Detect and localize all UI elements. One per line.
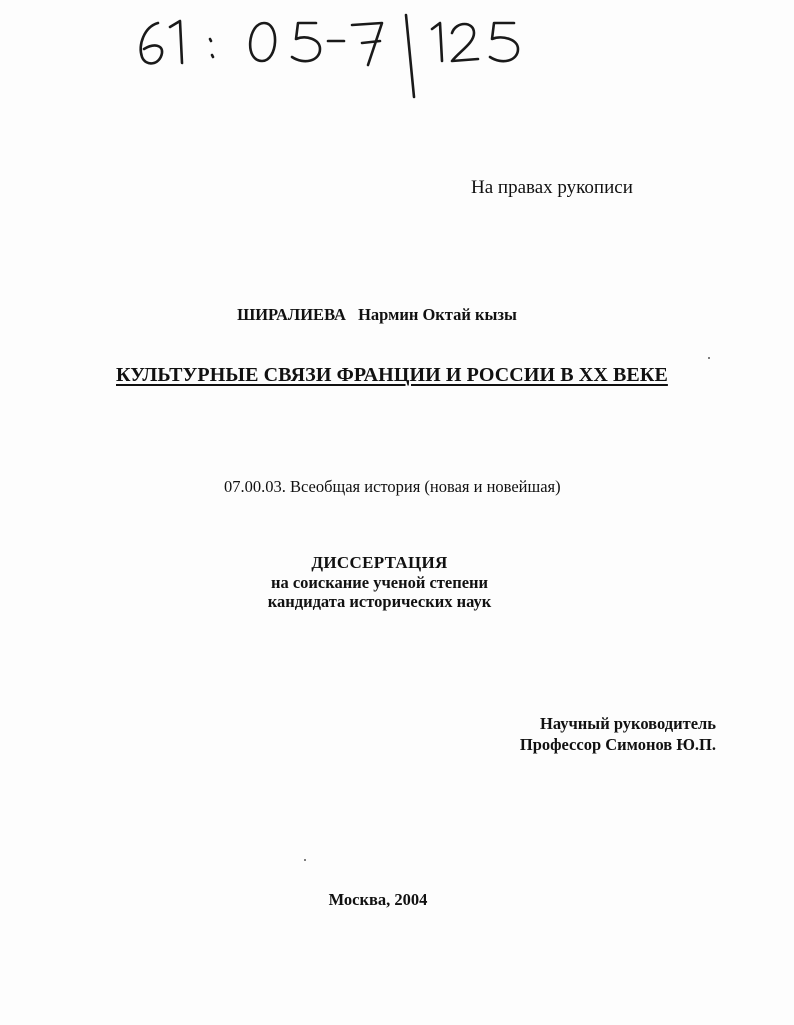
degree-block: [0, 553, 794, 611]
author-name: [0, 305, 794, 325]
handwritten-archive-mark: [130, 5, 550, 105]
scan-speck: [304, 859, 306, 861]
advisor-role: Научный руководитель: [540, 714, 716, 733]
rights-note: На правах рукописи: [471, 177, 633, 198]
degree-heading: ДИССЕРТАЦИЯ: [311, 553, 448, 572]
specialty-code: 07.00.03. Всеобщая история (новая и новейшая): [224, 477, 561, 496]
dissertation-title: КУЛЬТУРНЫЕ СВЯЗИ ФРАНЦИИ И РОССИИ В XX ВЕКЕ: [116, 364, 668, 386]
scan-speck: [708, 357, 710, 359]
advisor-name: Профессор Симонов Ю.П.: [519, 735, 716, 754]
author-surname: ШИРАЛИЕВА: [237, 305, 346, 324]
degree-line-2: кандидата исторических наук: [267, 592, 492, 611]
advisor-block: [460, 713, 716, 755]
degree-line-1: на соискание ученой степени: [270, 573, 489, 592]
city-year: Москва, 2004: [328, 890, 428, 909]
author-given-names: Нармин Октай кызы: [358, 305, 517, 324]
